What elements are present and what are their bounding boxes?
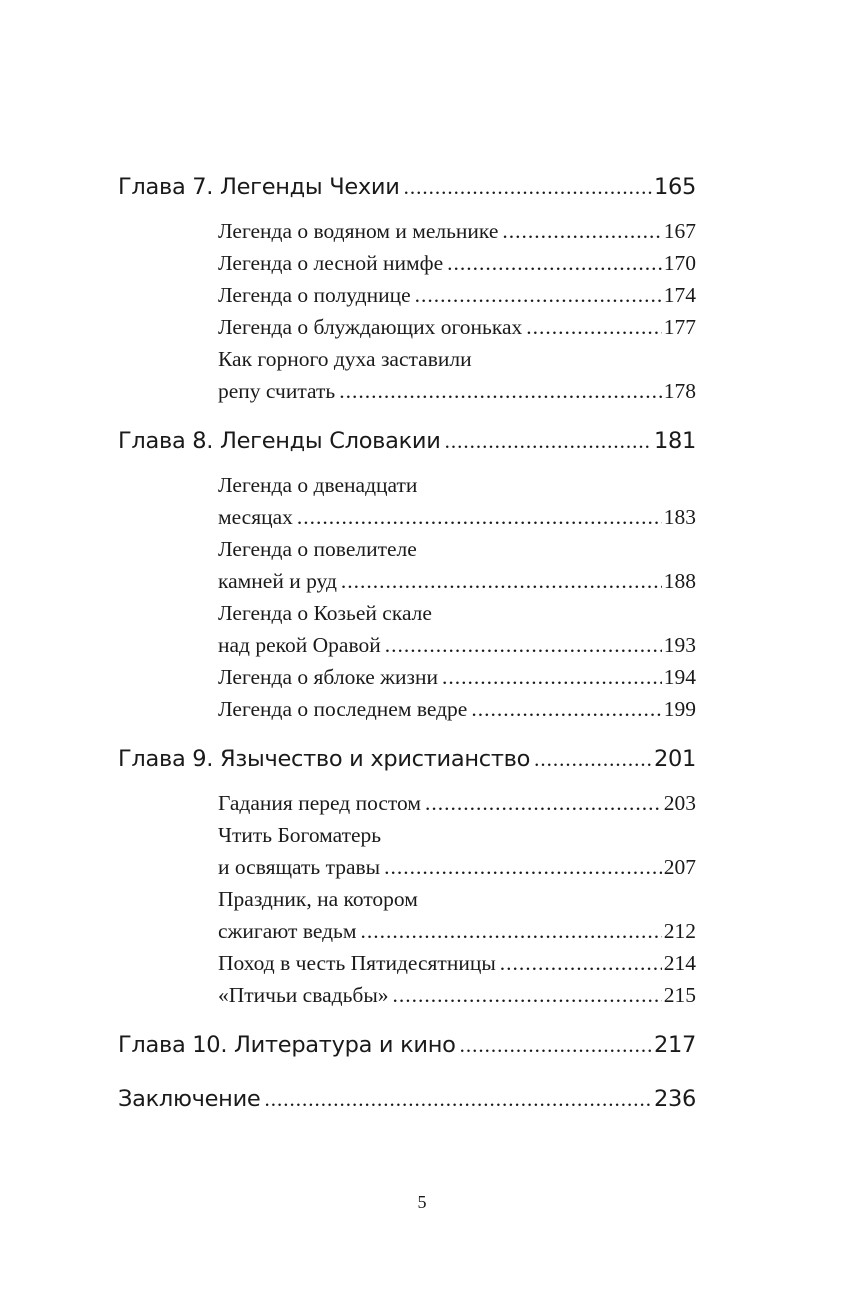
entry-title: Гадания перед постом	[218, 791, 421, 815]
entry-title: и освящать травы	[218, 855, 381, 879]
entry-title-row	[218, 947, 696, 979]
entry-title: месяцах	[218, 505, 293, 529]
entry-title-row	[218, 629, 696, 661]
dot-leader	[445, 421, 652, 461]
dot-leader	[404, 167, 652, 207]
entry-title: Легенда о водяном и мельнике	[218, 219, 499, 243]
toc-entry[interactable]	[218, 597, 696, 661]
entry-title: «Птичьи свадьбы»	[218, 983, 389, 1007]
entry-title: репу считать	[218, 379, 336, 403]
toc-entry[interactable]	[218, 787, 696, 819]
chapter-title: Глава 9. Язычество и христианство	[118, 746, 531, 772]
chapter-heading[interactable]	[118, 167, 696, 207]
dot-leader	[360, 915, 661, 947]
entry-title-line: Легенда о двенадцати	[218, 473, 418, 497]
entry-page-number: 215	[663, 983, 696, 1007]
entry-title: Легенда о последнем ведре	[218, 697, 468, 721]
chapter-heading[interactable]	[118, 421, 696, 461]
dot-leader	[447, 247, 662, 279]
heading-gap	[118, 779, 696, 787]
entry-title: сжигают ведьм	[218, 919, 357, 943]
dot-leader	[297, 501, 662, 533]
toc-entry[interactable]	[218, 311, 696, 343]
chapter-heading[interactable]	[118, 1025, 696, 1065]
chapter-page-number: 236	[653, 1086, 696, 1112]
entry-title: камней и руд	[218, 569, 337, 593]
toc-entry[interactable]	[218, 343, 696, 407]
entry-title: Поход в честь Пятидесятницы	[218, 951, 496, 975]
chapter-title: Глава 8. Легенды Словакии	[118, 428, 441, 454]
entry-title-row	[218, 851, 696, 883]
toc-entry[interactable]	[218, 819, 696, 883]
entry-page-number: 203	[663, 791, 696, 815]
chapter-page-number: 165	[653, 174, 696, 200]
toc-entry[interactable]	[218, 215, 696, 247]
section-gap	[118, 1065, 696, 1079]
entry-title-row	[218, 565, 696, 597]
dot-leader	[339, 375, 662, 407]
table-of-contents	[118, 167, 696, 1119]
dot-leader	[385, 629, 662, 661]
dot-leader	[393, 979, 662, 1011]
entry-page-number: 194	[663, 665, 696, 689]
toc-entry[interactable]	[218, 979, 696, 1011]
entry-page-number: 212	[663, 919, 696, 943]
dot-leader	[526, 311, 662, 343]
entry-title-row	[218, 693, 696, 725]
entry-page-number: 167	[663, 219, 696, 243]
entry-title-row	[218, 979, 696, 1011]
toc-entry[interactable]	[218, 247, 696, 279]
entry-page-number: 199	[663, 697, 696, 721]
dot-leader	[500, 947, 662, 979]
toc-entry[interactable]	[218, 693, 696, 725]
entry-title-line: Чтить Богоматерь	[218, 823, 382, 847]
dot-leader	[264, 1079, 652, 1119]
heading-gap	[118, 207, 696, 215]
dot-leader	[425, 787, 662, 819]
section-gap	[118, 1011, 696, 1025]
chapter-title: Глава 7. Легенды Чехии	[118, 174, 400, 200]
entry-title: Легенда о яблоке жизни	[218, 665, 439, 689]
entry-page-number: 188	[663, 569, 696, 593]
page-number: 5	[417, 1192, 427, 1212]
toc-entry[interactable]	[218, 533, 696, 597]
entry-title: Легенда о полуднице	[218, 283, 411, 307]
entry-title-line: Праздник, на котором	[218, 887, 418, 911]
entry-page-number: 214	[663, 951, 696, 975]
chapter-title: Заключение	[118, 1086, 261, 1112]
entry-page-number: 178	[663, 379, 696, 403]
entry-page-number: 174	[663, 283, 696, 307]
dot-leader	[502, 215, 661, 247]
toc-entry[interactable]	[218, 883, 696, 947]
dot-leader	[460, 1025, 652, 1065]
chapter-page-number: 181	[653, 428, 696, 454]
chapter-heading[interactable]	[118, 739, 696, 779]
entry-title-row	[218, 247, 696, 279]
chapter-heading[interactable]	[118, 1079, 696, 1119]
entry-page-number: 207	[663, 855, 696, 879]
toc-entry[interactable]	[218, 469, 696, 533]
entry-title-row	[218, 787, 696, 819]
dot-leader	[442, 661, 662, 693]
dot-leader	[534, 739, 652, 779]
entry-page-number: 177	[663, 315, 696, 339]
dot-leader	[415, 279, 662, 311]
toc-entry[interactable]	[218, 279, 696, 311]
entry-title-line: Как горного духа заставили	[218, 347, 472, 371]
entry-title-row	[218, 375, 696, 407]
entry-title-row	[218, 915, 696, 947]
toc-entry[interactable]	[218, 947, 696, 979]
entry-page-number: 170	[663, 251, 696, 275]
entry-page-number: 193	[663, 633, 696, 657]
chapter-title: Глава 10. Литература и кино	[118, 1032, 456, 1058]
entry-title: над рекой Оравой	[218, 633, 381, 657]
entry-title-row	[218, 215, 696, 247]
chapter-page-number: 201	[653, 746, 696, 772]
entry-title-row	[218, 279, 696, 311]
dot-leader	[471, 693, 661, 725]
entry-title: Легенда о лесной нимфе	[218, 251, 444, 275]
entry-title-line: Легенда о Козьей скале	[218, 601, 432, 625]
section-gap	[118, 725, 696, 739]
section-gap	[118, 407, 696, 421]
dot-leader	[384, 851, 662, 883]
entry-title-row	[218, 501, 696, 533]
heading-gap	[118, 461, 696, 469]
dot-leader	[341, 565, 662, 597]
entry-title-row	[218, 661, 696, 693]
toc-entry[interactable]	[218, 661, 696, 693]
entry-title: Легенда о блуждающих огоньках	[218, 315, 523, 339]
entry-title-row	[218, 311, 696, 343]
chapter-page-number: 217	[653, 1032, 696, 1058]
entry-title-line: Легенда о повелителе	[218, 537, 417, 561]
entry-page-number: 183	[663, 505, 696, 529]
